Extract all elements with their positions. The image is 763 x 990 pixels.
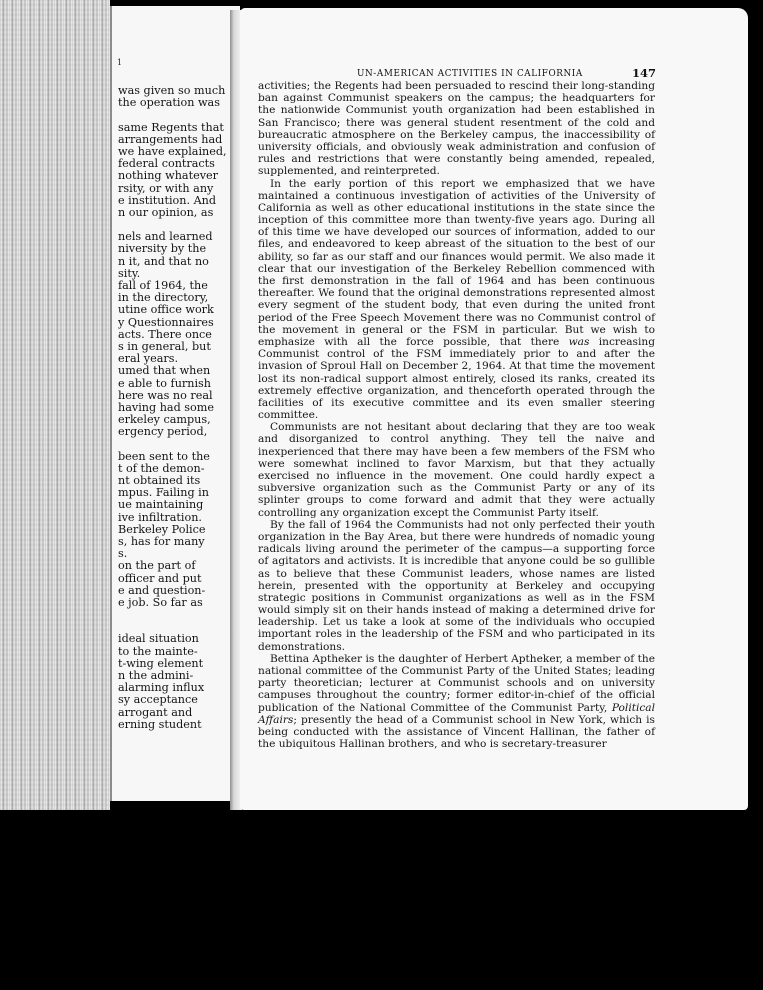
left-page-line: nothing whatever — [118, 170, 218, 183]
left-page-line: niversity by the — [118, 243, 207, 256]
line-gap — [118, 438, 240, 450]
left-page-line: utine office work — [118, 304, 214, 317]
line-gap — [118, 609, 240, 621]
paragraph: In the early portion of this report we emphasized that we have maintained a continuous investigation of activities of the University of California as well as other educational institutions in the state since the inception of this committee more than twenty-five years ago. During all of this time we have developed our sources of information, added to our files, and endeavored to keep abreast of the situation to the best of our ability, so far as our staff and our finances would permit. We also made it clear that our investigation of the Berkeley Rebellion commenced with the first demonstration in the fall of 1964 and has been continuous thereafter. We found that the original demonstrations represented almost every segment of the student body, that even during the united front period of the Free Speech Movement there was no Communist control of the movement in general or the FSM in particular. But we wish to emphasize with all the force possible, that there was increasing Communist control of the FSM immediately prior to and after the invasion of Sproul Hall on December 2, 1964. At that time the movement lost its non-radical support almost entirely, closed its ranks, created its extremely effective organization, and thenceforth operated through the facilities of its executive committee and its even smaller steering committee. — [258, 177, 655, 422]
left-page-line: here was no real — [118, 389, 213, 402]
left-page-line: e job. So far as — [118, 596, 203, 609]
left-page-line: nels and learned — [118, 231, 213, 244]
left-page-line: s, has for many — [118, 535, 205, 548]
left-page-line: same Regents that — [118, 121, 224, 134]
left-page-line: to the mainte- — [118, 645, 198, 658]
body-text — [258, 80, 655, 750]
left-page-line: in the directory, — [118, 292, 209, 305]
paragraph: activities; the Regents had been persuaded to rescind their long-standing ban against Communist speakers on the campus; the headquarters for the nationwide Communist youth organization had been established in San Francisco; there was general student resentment of the cold and bureaucratic atmosphere on the Berkeley campus, the inaccessibility of university officials, and obviously weak administration and confusion of rules and restrictions that were constantly being amended, repealed, supplemented, and reinterpreted. — [258, 80, 655, 178]
left-page — [110, 6, 240, 801]
left-page-line: umed that when — [118, 365, 211, 378]
left-page-line: arrangements had — [118, 133, 223, 146]
left-page-text — [118, 85, 240, 731]
left-page-line: we have explained, — [118, 145, 227, 158]
left-page-line: n it, and that no — [118, 255, 209, 268]
left-page-line: fall of 1964, the — [118, 280, 208, 292]
left-page-line: y Questionnaires — [118, 316, 214, 329]
left-page-line: e institution. And — [118, 194, 217, 207]
left-page-line: having had some — [118, 401, 214, 414]
left-page-line: rsity, or with any — [118, 182, 214, 195]
left-page-line: been sent to the — [118, 450, 210, 463]
left-page-line: t-wing element — [118, 657, 204, 670]
left-page-line: n the admini- — [118, 670, 194, 682]
left-page-line: s in general, but — [118, 340, 211, 353]
running-head: UN-AMERICAN ACTIVITIES IN CALIFORNIA — [357, 69, 583, 79]
left-page-line: erkeley campus, — [118, 414, 211, 427]
left-page-line: eral years. — [118, 353, 179, 366]
left-page-line: e able to furnish — [118, 377, 211, 390]
left-page-line: the operation was — [118, 97, 220, 110]
left-page-line: federal contracts — [118, 158, 215, 171]
left-page-line: e and question- — [118, 584, 206, 597]
left-page-line: s. — [118, 548, 128, 561]
left-page-line: sy acceptance — [118, 694, 198, 707]
left-page-line: ive infiltration. — [118, 511, 202, 524]
left-page-line: officer and put — [118, 572, 202, 585]
left-page-line: erning student — [118, 718, 202, 731]
line-gap — [118, 621, 240, 633]
left-page-line: alarming influx — [118, 682, 205, 695]
line-gap — [118, 219, 240, 231]
left-page-line: mpus. Failing in — [118, 487, 209, 500]
left-page-line: nt obtained its — [118, 475, 201, 487]
left-page-line: acts. There once — [118, 328, 212, 341]
left-page-line: on the part of — [118, 560, 196, 573]
left-page-line: was given so much — [118, 85, 226, 97]
left-page-mark: 1 — [117, 58, 123, 67]
left-page-line: ergency period, — [118, 426, 208, 439]
left-page-line: ue maintaining — [118, 499, 204, 512]
paragraph: Bettina Aptheker is the daughter of Herbert Aptheker, a member of the national committee of the Communist Party of the United States; leading party theoretician; lecturer at Communist schools and on university campuses throughout the country; former editor-in-chief of the official publication of the National Committee of the Communist Party, Political Affairs; presently the head of a Communist school in New York, which is being conducted with the assistance of Vincent Hallinan, the father of the ubiquitous Hallinan brothers, and who is secretary-treasurer — [258, 652, 655, 751]
left-page-line: t of the demon- — [118, 462, 205, 475]
paragraph: By the fall of 1964 the Communists had not only perfected their youth organization in the Bay Area, but there were hundreds of nomadic young radicals living around the perimeter of the campus—a supporting force of agitators and activists. It is incredible that anyone could be so gullible as to believe that these Communist leaders, whose names are listed herein, presented with the opportunity at Berkeley and occupying strategic positions in Communist organizations as well as in the FSM would simply sit on their hands instead of making a determined drive for leadership. Let us take a look at some of the individuals who occupied important roles in the leadership of the FSM and who participated in its demonstrations. — [258, 518, 655, 653]
line-gap — [118, 109, 240, 121]
left-page-line: Berkeley Police — [118, 523, 206, 536]
left-page-line: sity. — [118, 267, 141, 280]
left-page-line: ideal situation — [118, 633, 199, 646]
page-number: 147 — [632, 66, 657, 80]
left-page-line: arrogant and — [118, 706, 193, 719]
scan-background — [0, 810, 763, 990]
right-page — [240, 8, 748, 810]
left-page-line: n our opinion, as — [118, 206, 214, 219]
paragraph: Communists are not hesitant about declaring that they are too weak and disorganized to control anything. They tell the naive and inexperienced that there may have been a few members of the FSM who were somewhat inclined to favor Marxism, but that they actually exercised no influence in the movement. One could hardly expect a subversive organization such as the Communist Party or any of its splinter groups to come forward and admit that they were actually controlling any organization except the Communist Party itself. — [258, 421, 655, 519]
